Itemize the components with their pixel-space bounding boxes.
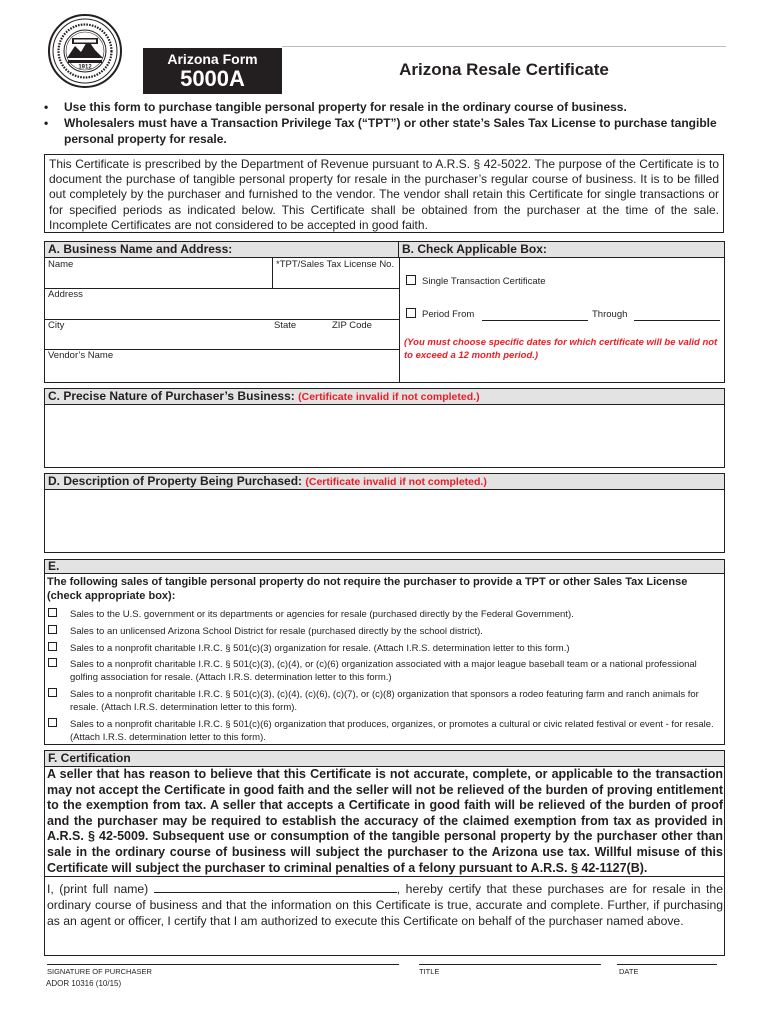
exemption-item	[48, 640, 720, 654]
signature-label: SIGNATURE OF PURCHASER	[47, 967, 152, 976]
date-line[interactable]	[617, 964, 717, 965]
exemption-checkbox[interactable]	[48, 688, 57, 697]
form-number: 5000A	[180, 66, 245, 91]
single-transaction-checkbox[interactable]	[406, 275, 416, 285]
svg-text:1912: 1912	[78, 64, 92, 71]
section-c-header	[45, 389, 724, 405]
title-line[interactable]	[419, 964, 601, 965]
instruction-bullet: • Wholesalers must have a Transaction Privilege Tax (“TPT”) or other state’s Sales Tax License to purchase tangible personal property for resale.	[38, 115, 724, 147]
period-note: (You must choose specific dates for which certificate will be valid not to exceed a 12 month period.)	[404, 337, 718, 361]
exemption-checkbox[interactable]	[48, 658, 57, 667]
exemption-item	[48, 606, 720, 620]
section-a-heading: A. Business Name and Address:	[45, 242, 399, 258]
section-d-warning: (Certificate invalid if not completed.)	[305, 476, 487, 488]
exemption-checkbox[interactable]	[48, 608, 57, 617]
signature-line[interactable]	[47, 964, 399, 965]
section-e-heading: E.	[45, 560, 724, 574]
section-c	[44, 388, 725, 468]
section-a-b	[44, 241, 725, 383]
exemption-checkbox[interactable]	[48, 642, 57, 651]
state-field[interactable]	[271, 320, 329, 350]
license-label: *TPT/Sales Tax License No.	[276, 259, 395, 270]
section-b-heading: B. Check Applicable Box:	[399, 242, 724, 258]
through-label: Through	[592, 309, 628, 320]
exemption-text: Sales to a nonprofit charitable I.R.C. § 501(c)(3) organization for resale. (Attach I.R.S. determination letter to this form.)	[70, 643, 570, 654]
section-f-heading: F. Certification	[45, 751, 724, 767]
exemption-item	[48, 686, 720, 714]
header-rule	[282, 46, 726, 47]
certification-statement	[47, 881, 723, 930]
instructions-list	[38, 99, 738, 147]
section-d-heading: D. Description of Property Being Purchased:	[48, 474, 303, 488]
vendor-name-field[interactable]	[45, 350, 399, 382]
state-label: State	[274, 320, 297, 331]
period-from-label: Period From	[422, 309, 475, 320]
section-c-heading: C. Precise Nature of Purchaser’s Business:	[48, 389, 295, 403]
exemption-item	[48, 716, 720, 744]
section-d	[44, 473, 725, 553]
section-d-header	[45, 474, 724, 490]
intro-paragraph: This Certificate is prescribed by the Department of Revenue pursuant to A.R.S. § 42-5022. The purpose of the Certificate is to document the purchase of tangible personal property for resale in the purchaser’s regular course of business. It is to be filled out completely by the purchaser and furnished to the vendor. The vendor shall retain this Certificate for single transactions or for specified periods as indicated below. This Certificate shall be obtained from the purchaser at the time of the sale. Incomplete Certificates are not considered to be accepted in good faith.	[44, 154, 724, 233]
period-from-line[interactable]	[482, 320, 588, 321]
exemption-text: Sales to an unlicensed Arizona School District for resale (purchased directly by the school district).	[70, 626, 483, 637]
single-transaction-label: Single Transaction Certificate	[422, 276, 546, 287]
name-field[interactable]	[45, 258, 273, 289]
through-line[interactable]	[634, 320, 720, 321]
form-footer-code: ADOR 10316 (10/15)	[46, 979, 122, 988]
period-checkbox[interactable]	[406, 308, 416, 318]
city-field[interactable]	[45, 320, 271, 350]
exemption-text: Sales to a nonprofit charitable I.R.C. § 501(c)(3), (c)(4), or (c)(6) organization associated with a major league baseball team or a national professional golfing association for resale. (Attach I.R.S. determination letter to this form.)	[70, 659, 697, 683]
exemption-text: Sales to a nonprofit charitable I.R.C. § 501(c)(6) organization that produces, organizes, or promotes a cultural or civic related festival or event - for resale. (Attach I.R.S. determination letter to this form).	[70, 719, 714, 743]
exemption-item	[48, 623, 720, 637]
state-seal-logo	[48, 14, 122, 88]
form-number-box	[143, 48, 282, 94]
name-label: Name	[48, 259, 74, 270]
exemption-checkbox[interactable]	[48, 718, 57, 727]
property-description-input[interactable]	[45, 490, 724, 552]
vendor-name-label: Vendor’s Name	[48, 350, 114, 361]
title-label: TITLE	[419, 967, 440, 976]
column-divider	[399, 258, 400, 382]
cert-rest: , hereby certify that these purchases are for resale in the ordinary course of business and that the information on this Certificate is true, accurate and complete. Further, if purchasing as an agent or officer, I certify that I am authorized to execute this Certificate on behalf of the purchaser named above.	[47, 882, 723, 929]
exemption-text: Sales to the U.S. government or its departments or agencies for resale (purchased directly by the Federal Government).	[70, 609, 574, 620]
section-e-intro: The following sales of tangible personal property do not require the purchaser to provide a TPT or other Sales Tax License (check appropriate box):	[47, 576, 688, 602]
date-label: DATE	[619, 967, 639, 976]
certification-warning: A seller that has reason to believe that this Certificate is not accurate, complete, or applicable to the transaction may not accept the Certificate in good faith and the seller will not be relieved of the burden of proving entitlement to the exemption from tax. A seller that accepts a Certificate in good faith will be relieved of the burden of proof and the purchaser may be required to establish the accuracy of the claimed exemption from tax as provided in A.R.S. § 42-5009. Subsequent use or consumption of the tangible personal property by the purchaser other than sale in the ordinary course of business will subject the purchaser to the Arizona use tax. Willful misuse of this Certificate will subject the purchaser to criminal penalties of a felony pursuant to A.R.S. § 42-1127(B).	[47, 767, 723, 875]
address-label: Address	[48, 289, 83, 300]
full-name-input[interactable]	[154, 881, 397, 893]
exemption-text: Sales to a nonprofit charitable I.R.C. § 501(c)(3), (c)(4), (c)(6), (c)(7), or (c)(8) organization that sponsors a rodeo featuring farm and ranch animals for resale. (Attach I.R.S. determination letter to this form).	[70, 689, 699, 713]
page-title: Arizona Resale Certificate	[399, 60, 609, 79]
zip-label: ZIP Code	[332, 320, 372, 331]
form-label: Arizona Form	[167, 51, 258, 67]
city-label: City	[48, 320, 65, 331]
address-field[interactable]	[45, 289, 399, 320]
zip-field[interactable]	[329, 320, 399, 350]
exemption-item	[48, 656, 720, 684]
exemption-checkbox[interactable]	[48, 625, 57, 634]
cert-prefix: I, (print full name)	[47, 882, 149, 896]
business-nature-input[interactable]	[45, 405, 724, 467]
certification-rule	[44, 876, 725, 877]
license-field[interactable]	[273, 258, 399, 289]
section-c-warning: (Certificate invalid if not completed.)	[298, 391, 480, 403]
instruction-bullet: • Use this form to purchase tangible personal property for resale in the ordinary course of business.	[38, 99, 738, 115]
